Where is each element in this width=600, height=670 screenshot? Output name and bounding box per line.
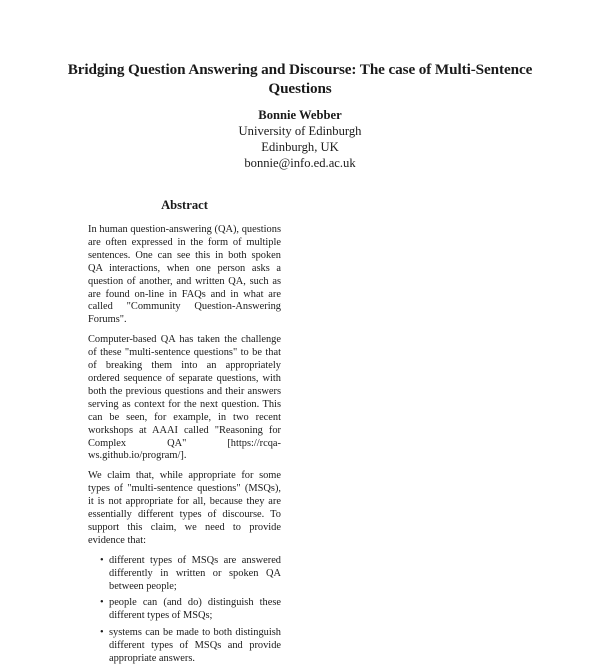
list-item	[88, 627, 281, 666]
abstract-heading: Abstract	[161, 198, 208, 212]
author-block	[150, 107, 450, 171]
abstract-section	[88, 197, 281, 670]
list-item-text: people can (and do) distinguish these different types of MSQs;	[109, 597, 281, 622]
bullet-icon: •	[100, 627, 104, 639]
list-item-text: different types of MSQs are answered differently in written or spoken QA between people;	[109, 554, 281, 592]
author-email: bonnie@info.ed.ac.uk	[244, 156, 356, 170]
abstract-paragraph: In human question-answering (QA), questions are often expressed in the form of multiple sentences. One can see this in both spoken QA interactions, when one person asks a question of another, and written QA, such as are found on-line in FAQs and in what are called "Community Question-Answering Forums".	[88, 224, 281, 326]
author-name: Bonnie Webber	[258, 108, 342, 122]
author-location: Edinburgh, UK	[261, 140, 339, 154]
bullet-icon: •	[100, 554, 104, 566]
list-item-text: systems can be made to both distinguish different types of MSQs and provide appropriate answers.	[109, 627, 281, 665]
paper-title: Bridging Question Answering and Discourse: The case of Multi-Sentence Questions	[67, 61, 533, 97]
abstract-paragraph: We claim that, while appropriate for some types of "multi-sentence questions" (MSQs), it is not appropriate for all, because they are essentially different types of discourse. To support this claim, we need to provide evidence that:	[88, 470, 281, 546]
bullet-icon: •	[100, 597, 104, 609]
author-affiliation: University of Edinburgh	[238, 124, 362, 138]
list-item	[88, 555, 281, 594]
evidence-list	[88, 555, 281, 666]
abstract-paragraph: Computer-based QA has taken the challenge of these "multi-sentence questions" to be that of breaking them into an appropriately ordered sequence of separate questions, with both the previous questions and their answers serving as context for the next question. This can be seen, for example, in two recent workshops at AAAI called "Reasoning for Complex QA" [https://rcqa-ws.github.io/program/].	[88, 334, 281, 462]
list-item	[88, 597, 281, 623]
